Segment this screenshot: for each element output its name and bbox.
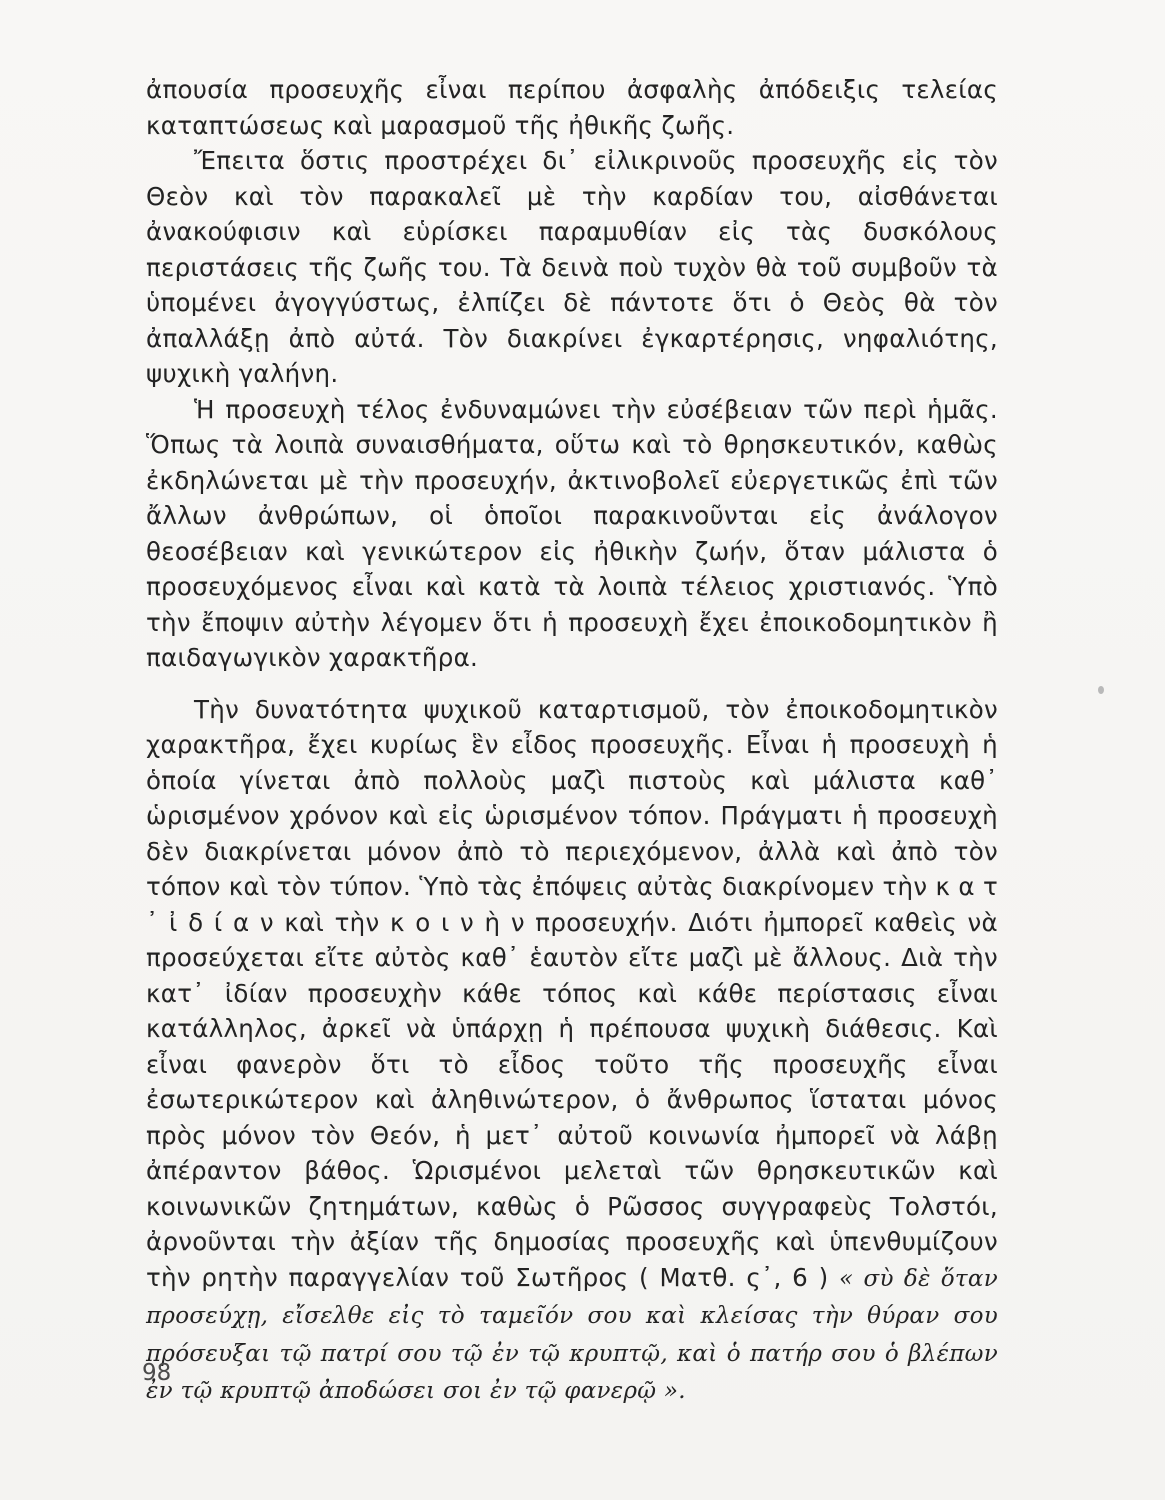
paragraph-2: Ἔπειτα ὅστις προστρέχει δι᾽ εἰλικρινοῦς προσευχῆς εἰς τὸν Θεὸν καὶ τὸν παρακαλεῖ μὲ τὴν καρδίαν του, αἰσθάνεται ἀνακούφισιν καὶ εὑρίσκει παραμυθίαν εἰς τὰς δυσκόλους περιστάσεις τῆς ζωῆς του. Τὰ δεινὰ ποὺ τυχὸν θὰ τοῦ συμβοῦν τὰ ὑπομένει ἀγογγύστως, ἐλπίζει δὲ πάντοτε ὅτι ὁ Θεὸς θὰ τὸν ἀπαλλάξῃ ἀπὸ αὐτά. Τὸν διακρίνει ἐγκαρτέρησις, νηφαλιότης, ψυχικὴ γαλήνη. <box>146 146 998 388</box>
paragraph-3: Ἡ προσευχὴ τέλος ἐνδυναμώνει τὴν εὐσέβειαν τῶν περὶ ἡμᾶς. Ὅπως τὰ λοιπὰ συναισθήματα, οὕτω καὶ τὸ θρησκευτικόν, καθὼς ἐκδηλώνεται μὲ τὴν προσευχήν, ἀκτινοβολεῖ εὐεργετικῶς ἐπὶ τῶν ἄλλων ἀνθρώπων, οἱ ὁποῖοι παρακινοῦνται εἰς ἀνάλογον θεοσέβειαν καὶ γενικώτερον εἰς ἠθικὴν ζωήν, ὅταν μάλιστα ὁ προσευχόμενος εἶναι καὶ κατὰ τὰ λοιπὰ τέλειος χριστιανός. Ὑπὸ τὴν ἔποψιν αὐτὴν λέγομεν ὅτι ἡ προσευχὴ ἔχει ἐποικοδομητικὸν ἢ παιδαγωγικὸν χαρακτῆρα. <box>146 394 998 672</box>
body-text <box>146 72 998 1410</box>
page-number: 98 <box>142 1360 172 1386</box>
scan-speck <box>1098 686 1104 694</box>
paragraph-1: ἀπουσία προσευχῆς εἶναι περίπου ἀσφαλὴς ἀπόδειξις τελείας καταπτώσεως καὶ μαρασμοῦ τῆς ἠθικῆς ζωῆς. <box>146 75 998 140</box>
paragraph-4-text: Τὴν δυνατότητα ψυχικοῦ καταρτισμοῦ, τὸν ἐποικοδομητικὸν χαρακτῆρα, ἔχει κυρίως ἓν εἶδος προσευχῆς. Εἶναι ἡ προσευχὴ ἡ ὁποία γίνεται ἀπὸ πολλοὺς μαζὶ πιστοὺς καὶ μάλιστα καθ᾽ ὡρισμένον χρόνον καὶ εἰς ὡρισμένον τόπον. Πράγματι ἡ προσευχὴ δὲν διακρίνεται μόνον ἀπὸ τὸ περιεχόμενον, ἀλλὰ καὶ ἀπὸ τὸν τόπον καὶ τὸν τύπον. Ὑπὸ τὰς ἐπόψεις αὐτὰς διακρίνομεν τὴν κ α τ ᾽ ἰ δ ί α ν καὶ τὴν κ ο ι ν ὴ ν προσευχήν. Διότι ἠμπορεῖ καθεὶς νὰ προσεύχεται εἴτε αὐτὸς καθ᾽ ἑαυτὸν εἴτε μαζὶ μὲ ἄλλους. Διὰ τὴν κατ᾽ ἰδίαν προσευχὴν κάθε τόπος καὶ κάθε περίστασις εἶναι κατάλληλος, ἀρκεῖ νὰ ὑπάρχῃ ἡ πρέπουσα ψυχικὴ διάθεσις. Καὶ εἶναι φανερὸν ὅτι τὸ εἶδος τοῦτο τῆς προσευχῆς εἶναι ἐσωτερικώτερον καὶ ἀληθινώτερον, ὁ ἄνθρωπος ἵσταται μόνος πρὸς μόνον τὸν Θεόν, ἡ μετ᾽ αὐτοῦ κοινωνία ἠμπορεῖ νὰ λάβῃ ἀπέραντον βάθος. Ὡρισμένοι μελεταὶ τῶν θρησκευτικῶν καὶ κοινωνικῶν ζητημάτων, καθὼς ὁ Ρῶσσος συγγραφεὺς Τολστόι, ἀρνοῦνται τὴν ἀξίαν τῆς δημοσίας προσευχῆς καὶ ὑπενθυμίζουν τὴν ρητὴν παραγγελίαν τοῦ Σωτῆρος ( Ματθ. ς᾽, 6 ) <box>146 694 998 1292</box>
gospel-quote: « σὺ δὲ ὅταν προσεύχῃ, εἴσελθε εἰς τὸ ταμεῖόν σου καὶ κλείσας τὴν θύραν σου πρόσευξαι τῷ πατρί σου τῷ ἐν τῷ κρυπτῷ, καὶ ὁ πατήρ σου ὁ βλέπων ἐν τῷ κρυπτῷ ἀποδώσει σοι ἐν τῷ φανερῷ ». <box>146 1265 998 1404</box>
paragraph-4 <box>146 692 998 1410</box>
